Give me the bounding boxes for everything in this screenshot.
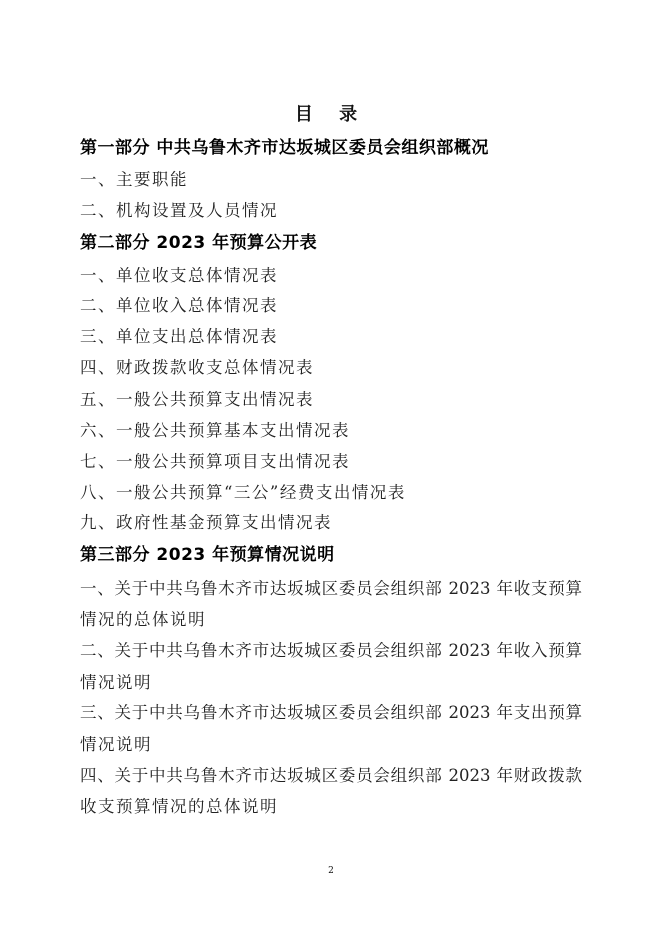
toc-item[interactable]: 一、主要职能 bbox=[80, 170, 188, 189]
toc-item[interactable]: 七、一般公共预算项目支出情况表 bbox=[80, 452, 350, 471]
toc-item-line1[interactable]: 三、关于中共乌鲁木齐市达坂城区委员会组织部 2023 年支出预算 bbox=[80, 703, 582, 722]
toc-item-line2[interactable]: 情况的总体说明 bbox=[80, 610, 206, 629]
page-number: 2 bbox=[328, 866, 334, 876]
toc-title: 目 录 bbox=[294, 104, 368, 125]
toc-item-line2[interactable]: 情况说明 bbox=[80, 735, 152, 754]
toc-item[interactable]: 六、一般公共预算基本支出情况表 bbox=[80, 421, 350, 440]
part2-heading[interactable]: 第二部分 2023 年预算公开表 bbox=[80, 233, 318, 253]
toc-item-line1[interactable]: 二、关于中共乌鲁木齐市达坂城区委员会组织部 2023 年收入预算 bbox=[80, 641, 582, 660]
toc-item[interactable]: 五、一般公共预算支出情况表 bbox=[80, 390, 314, 409]
toc-item-line2[interactable]: 情况说明 bbox=[80, 673, 152, 692]
part3-heading[interactable]: 第三部分 2023 年预算情况说明 bbox=[80, 545, 335, 565]
toc-item[interactable]: 八、一般公共预算“三公”经费支出情况表 bbox=[80, 483, 406, 502]
toc-item[interactable]: 一、单位收支总体情况表 bbox=[80, 266, 278, 285]
toc-item[interactable]: 三、单位支出总体情况表 bbox=[80, 327, 278, 346]
toc-item-line2[interactable]: 收支预算情况的总体说明 bbox=[80, 797, 278, 816]
toc-item[interactable]: 九、政府性基金预算支出情况表 bbox=[80, 513, 332, 532]
toc-item-line1[interactable]: 四、关于中共乌鲁木齐市达坂城区委员会组织部 2023 年财政拨款 bbox=[80, 766, 582, 785]
toc-item[interactable]: 四、财政拨款收支总体情况表 bbox=[80, 358, 314, 377]
part1-heading[interactable]: 第一部分 中共乌鲁木齐市达坂城区委员会组织部概况 bbox=[80, 138, 489, 158]
toc-item-line1[interactable]: 一、关于中共乌鲁木齐市达坂城区委员会组织部 2023 年收支预算 bbox=[80, 579, 582, 598]
toc-item[interactable]: 二、机构设置及人员情况 bbox=[80, 201, 278, 220]
toc-item[interactable]: 二、单位收入总体情况表 bbox=[80, 296, 278, 315]
